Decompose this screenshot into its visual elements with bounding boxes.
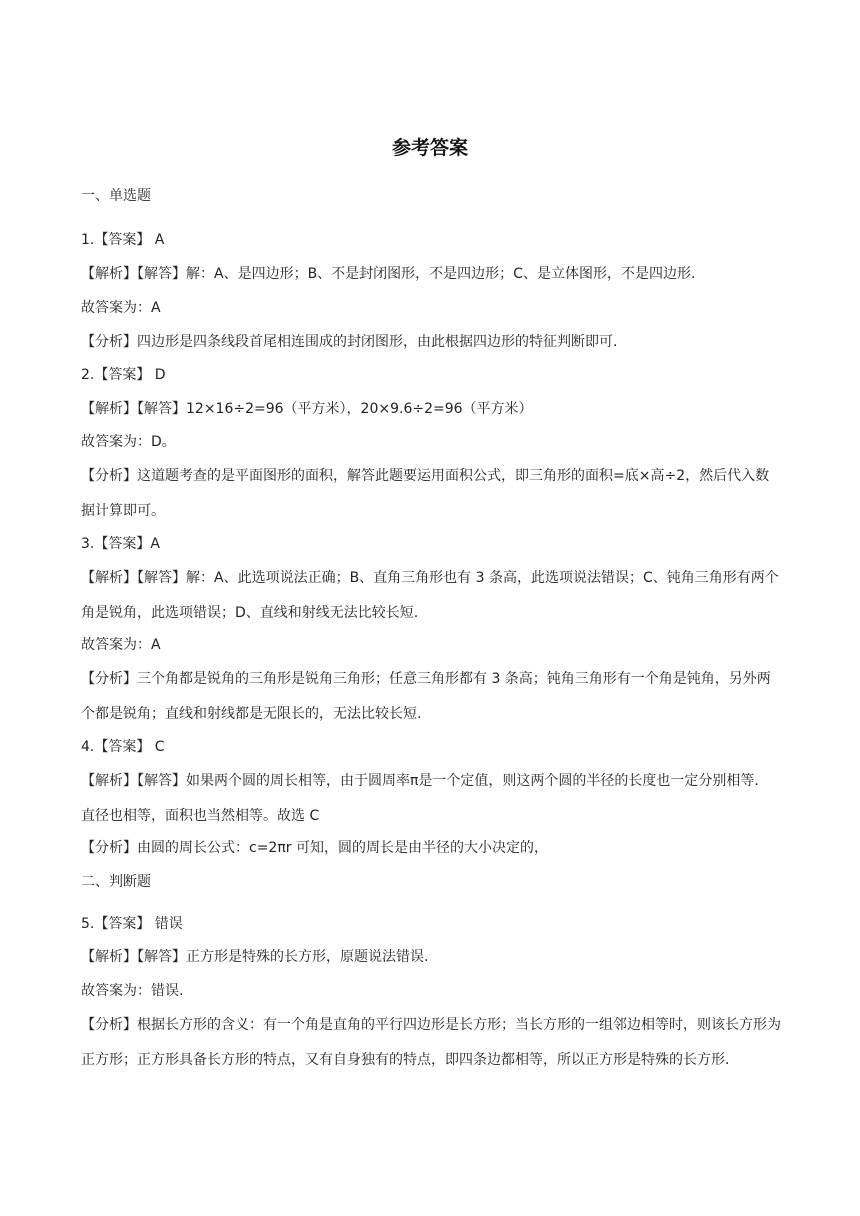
q4-answer: 4.【答案】 C: [81, 739, 165, 755]
q1-analysis: 【分析】四边形是四条线段首尾相连围成的封闭图形，由此根据四边形的特征判断即可.: [81, 334, 618, 350]
q2-conclusion: 故答案为：D。: [81, 434, 176, 450]
q2-answer: 2.【答案】 D: [81, 367, 166, 383]
q1-conclusion: 故答案为：A: [81, 300, 161, 316]
section-heading-single-choice: 一、单选题: [81, 188, 151, 204]
q2-analysis: 【分析】这道题考查的是平面图形的面积，解答此题要运用面积公式，即三角形的面积=底×高÷2，然后代入数据计算即可。: [81, 468, 770, 519]
q1-answer: 1.【答案】 A: [81, 232, 165, 248]
q5-analysis: 【分析】根据长方形的含义：有一个角是直角的平行四边形是长方形；当长方形的一组邻边相等时，则该长方形为正方形；正方形具备长方形的特点，又有自身独有的特点，即四条边都相等，所以正方形是特殊的长方形.: [81, 1017, 781, 1068]
q4-explanation: 【解析】【解答】如果两个圆的周长相等，由于圆周率π是一个定值，则这两个圆的半径的长度也一定分别相等．直径也相等，面积也当然相等。故选 C: [81, 773, 769, 824]
q4-analysis: 【分析】由圆的周长公式：c=2πr 可知，圆的周长是由半径的大小决定的，: [81, 840, 548, 856]
q5-answer: 5.【答案】 错误: [81, 916, 183, 932]
q5-explanation: 【解析】【解答】正方形是特殊的长方形，原题说法错误.: [81, 949, 429, 965]
q3-answer: 3.【答案】A: [81, 536, 160, 552]
q3-analysis: 【分析】三个角都是锐角的三角形是锐角三角形；任意三角形都有 3 条高；钝角三角形有一个角是钝角，另外两个都是锐角；直线和射线都是无限长的，无法比较长短.: [81, 671, 771, 722]
page-title: 参考答案: [391, 137, 468, 159]
q2-explanation: 【解析】【解答】12×16÷2=96（平方米），20×9.6÷2=96（平方米）: [81, 401, 533, 417]
q5-conclusion: 故答案为：错误.: [81, 983, 184, 999]
q3-explanation: 【解析】【解答】解：A、此选项说法正确；B、直角三角形也有 3 条高，此选项说法错误；C、钝角三角形有两个角是锐角，此选项错误；D、直线和射线无法比较长短.: [81, 570, 779, 621]
q3-conclusion: 故答案为：A: [81, 637, 161, 653]
q1-explanation: 【解析】【解答】解：A、是四边形；B、不是封闭图形，不是四边形；C、是立体图形，不是四边形.: [81, 266, 696, 282]
section-heading-true-false: 二、判断题: [81, 874, 151, 890]
